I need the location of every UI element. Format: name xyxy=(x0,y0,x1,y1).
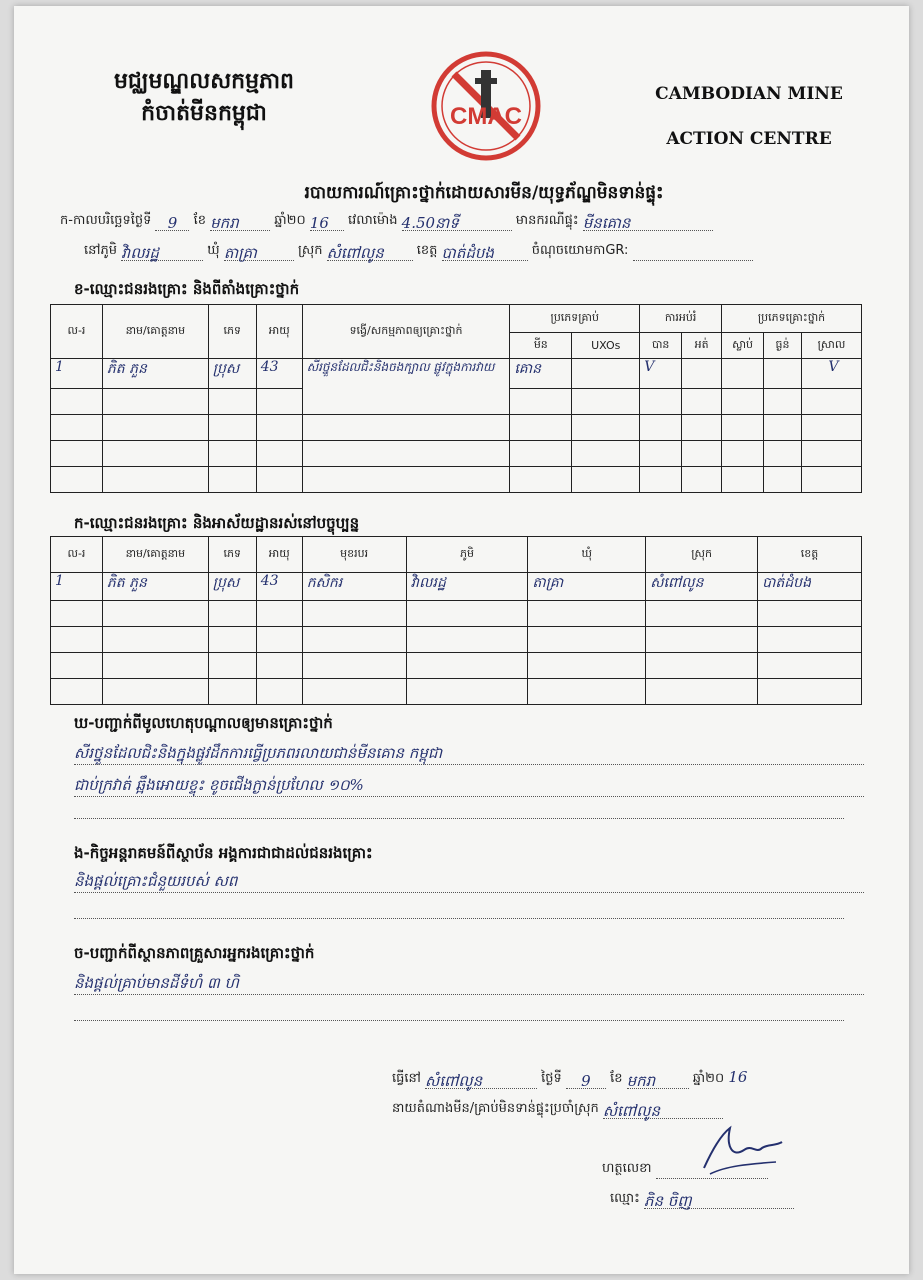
cell2-age: 43 xyxy=(256,573,302,601)
org-name-khmer xyxy=(84,66,324,130)
footer-month: មករា xyxy=(627,1072,689,1089)
commune-label: ឃុំ xyxy=(207,243,220,258)
event-day: 9 xyxy=(155,214,189,231)
event-location-line xyxy=(84,242,753,261)
date-label: ក-កាលបរិច្ឆេទថ្ងៃទី xyxy=(60,213,152,228)
event-village: វិាលរដ្ឋ xyxy=(121,244,203,261)
col2-job: មុខរបរ xyxy=(302,537,406,573)
event-time: 4.50នាទី xyxy=(402,214,512,231)
made-at-label: ធ្វើនៅ xyxy=(392,1071,421,1086)
dotted-line xyxy=(74,994,864,995)
victim-address-table xyxy=(50,536,862,705)
cell-mine: គោន xyxy=(510,359,572,389)
table-row xyxy=(51,573,862,601)
org-name-english-line2: ACTION CENTRE xyxy=(666,129,832,149)
event-cause: មីនគោន xyxy=(583,214,713,231)
cell2-province: បាត់ដំបង xyxy=(758,573,862,601)
cause-answer-line2: ជាប់ក្រវាត់ ឆ្អឹងអោយខ្ទុះ ខូចជើងក្ងាន់ប្រហែល ១០% xyxy=(74,776,364,794)
table-row xyxy=(51,679,862,705)
col-name: នាម/គោត្តនាម xyxy=(102,305,208,359)
org-name-khmer-line2: កំចាត់មីនកម្ពុជា xyxy=(141,101,267,126)
cell2-commune: តាគ្រា xyxy=(528,573,646,601)
section2-title: ក-ឈ្មោះជនរងគ្រោះ និងអាស័យដ្ឋានរស់នៅបច្ចុប្បន្ន xyxy=(74,514,360,532)
cell2-job: កសិករ xyxy=(302,573,406,601)
cell-dead xyxy=(722,359,764,389)
dotted-line xyxy=(74,796,864,797)
event-year: 16 xyxy=(310,214,344,231)
col2-no: ល-រ xyxy=(51,537,103,573)
cell2-village: វិាលរដ្ឋ xyxy=(406,573,528,601)
cell-age: 43 xyxy=(256,359,302,389)
col-ordnance-type: ប្រភេទគ្រាប់ xyxy=(510,305,640,333)
district-label: ស្រុក xyxy=(297,243,323,258)
section4-title: ង-កិច្ចអន្តរាគមន៍ពីស្ថាប័ន អង្គការជាជាដល់ជនរងគ្រោះ xyxy=(74,844,373,862)
time-label: វេលាម៉ោង xyxy=(348,213,398,228)
org-name-english xyxy=(634,72,864,162)
table-row xyxy=(51,653,862,679)
cell-light: V xyxy=(801,359,861,389)
section3-title: ឃ-បញ្ជាក់ពីមូលហេតុបណ្ដាលឲ្យមានគ្រោះថ្នាក់ xyxy=(74,714,333,732)
event-commune: តាគ្រា xyxy=(224,244,294,261)
cell-activity: សីរថ្នួនដែលជិះនិងចងក្បាល ផ្លូវក្នុងការវាយ xyxy=(302,359,510,415)
col-injury-type: ប្រភេទគ្រោះថ្នាក់ xyxy=(722,305,862,333)
table-row xyxy=(51,359,862,389)
report-sheet xyxy=(14,6,909,1274)
signature-label: ហត្ថលេខា xyxy=(602,1161,652,1176)
victim-incident-table xyxy=(50,304,862,493)
rep-label: នាយតំណាងមីន/គ្រាប់មិនទាន់ផ្ទុះប្រចាំស្រុក xyxy=(392,1101,599,1116)
table-row xyxy=(51,441,862,467)
cell-severe xyxy=(764,359,802,389)
dotted-line xyxy=(74,764,864,765)
org-name-khmer-line1: មជ្ឈមណ្ឌលសកម្មភាព xyxy=(113,69,295,94)
cause-label: មានករណីផ្ទុះ xyxy=(515,213,579,228)
footer-year-label: ឆ្នាំ២០ xyxy=(692,1071,725,1086)
col-education: ការអប់រំ xyxy=(640,305,722,333)
cell2-district: សំពៅលូន xyxy=(646,573,758,601)
name-label: ឈ្មោះ xyxy=(610,1191,640,1206)
cell-sex: ប្រុស xyxy=(208,359,256,389)
event-date-line xyxy=(60,212,713,231)
col2-commune: ឃុំ xyxy=(528,537,646,573)
cell2-sex: ប្រុស xyxy=(208,573,256,601)
cell2-no: 1 xyxy=(51,573,103,601)
org-name-english-line1: CAMBODIAN MINE xyxy=(655,84,843,104)
event-gr xyxy=(633,244,753,261)
village-label: នៅភូមិ xyxy=(84,243,118,258)
made-at-place: សំពៅលូន xyxy=(425,1072,537,1089)
col-age: អាយុ xyxy=(256,305,302,359)
cause-answer-line1: សីរថ្នួនដែលជិះនិងក្នុងផ្លូវដឹកការធ្វើប្រភពរលាយជាន់មីនគោន កម្ពុជា xyxy=(74,744,443,762)
event-province: បាត់ដំបង xyxy=(442,244,528,261)
representative-line xyxy=(392,1100,723,1119)
col-uxo: UXOs xyxy=(572,333,640,359)
month-label: ខែ xyxy=(193,213,207,228)
cell-edu-no xyxy=(682,359,722,389)
footer-day: 9 xyxy=(566,1072,606,1089)
dotted-line xyxy=(74,918,844,919)
footer-month-label: ខែ xyxy=(610,1071,623,1086)
col2-age: អាយុ xyxy=(256,537,302,573)
col-mine: មីន xyxy=(510,333,572,359)
dotted-line xyxy=(74,892,864,893)
signer-name: ភិន ចិញ xyxy=(644,1192,794,1209)
col-severe: ធ្ងន់ xyxy=(764,333,802,359)
table-row xyxy=(51,415,862,441)
dotted-line xyxy=(74,1020,844,1021)
col2-name: នាម/គោត្តនាម xyxy=(102,537,208,573)
cmac-logo-icon xyxy=(430,50,542,162)
event-district: សំពៅលូន xyxy=(327,244,413,261)
province-label: ខេត្ត xyxy=(416,243,438,258)
table-row xyxy=(51,467,862,493)
gr-label: ចំណុចយោមកាGR: xyxy=(531,243,629,258)
logo-text: CMAC xyxy=(450,103,522,130)
form-title: របាយការណ៍គ្រោះថ្នាក់ដោយសារមីន/យុទ្ធភ័ណ្ឌមិនទាន់ផ្ទុះ xyxy=(304,183,664,203)
col2-province: ខេត្ត xyxy=(758,537,862,573)
cell-name: ភិត ភួន xyxy=(102,359,208,389)
col-activity: ទង្វើ/សកម្មភាពឲ្យគ្រោះថ្នាក់ xyxy=(302,305,510,359)
footer-day-label: ថ្ងៃទី xyxy=(541,1071,562,1086)
cell-edu-yes: V xyxy=(640,359,682,389)
family-answer-line1: និងផ្ដល់គ្រាប់មានដីទំហំ ៣ ហិ xyxy=(74,974,239,992)
table-row xyxy=(51,601,862,627)
table-row xyxy=(51,627,862,653)
made-at-line xyxy=(392,1068,747,1089)
col-edu-yes: បាន xyxy=(640,333,682,359)
cell-no: 1 xyxy=(51,359,103,389)
cell-uxo xyxy=(572,359,640,389)
col-light: ស្រាល xyxy=(801,333,861,359)
col2-district: ស្រុក xyxy=(646,537,758,573)
dotted-line xyxy=(74,818,844,819)
cell2-name: ភិត ភួន xyxy=(102,573,208,601)
col2-village: ភូមិ xyxy=(406,537,528,573)
col-edu-no: អត់ xyxy=(682,333,722,359)
year-label: ឆ្នាំ២០ xyxy=(274,213,306,228)
footer-year: 16 xyxy=(728,1068,748,1086)
col-sex: ភេទ xyxy=(208,305,256,359)
rep-district: សំពៅលូន xyxy=(603,1102,723,1119)
section1-title: ខ-ឈ្មោះជនរងគ្រោះ និងពីតាំងគ្រោះថ្នាក់ xyxy=(74,280,300,298)
assistance-answer-line1: និងផ្ដល់គ្រោះជំនួយរបស់ សព xyxy=(74,872,238,890)
handwritten-signature-icon xyxy=(696,1118,788,1184)
col-no: ល-រ xyxy=(51,305,103,359)
col-dead: ស្លាប់ xyxy=(722,333,764,359)
name-line xyxy=(610,1190,794,1209)
event-month: មករា xyxy=(210,214,270,231)
section5-title: ច-បញ្ជាក់ពីស្ថានភាពគ្រួសារអ្នករងគ្រោះថ្នាក់ xyxy=(74,944,315,962)
col2-sex: ភេទ xyxy=(208,537,256,573)
